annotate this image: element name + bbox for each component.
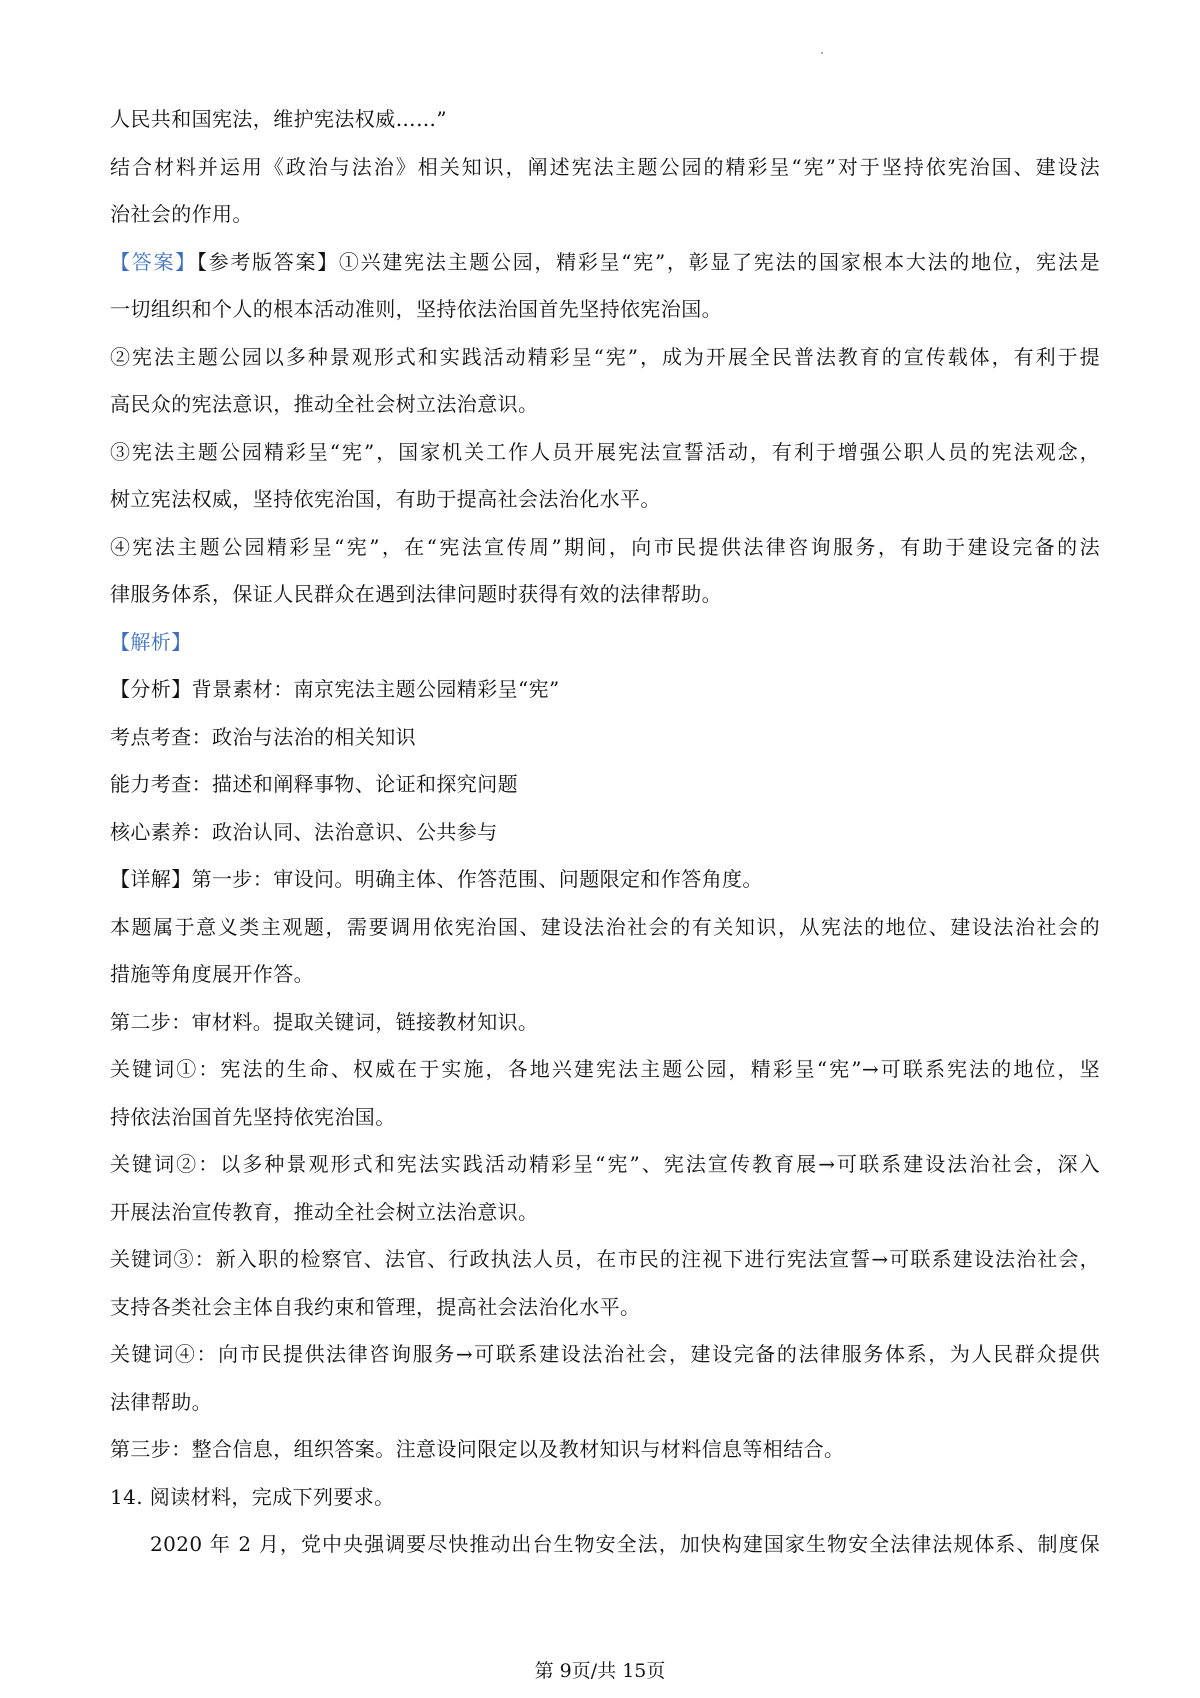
question-line: 结合材料并运用《政治与法治》相关知识，阐述宪法主题公园的精彩呈“宪”对于坚持依宪治国、建设法 [110,154,1100,179]
analysis-line: 考点考查：政治与法治的相关知识 [110,724,416,749]
page-body [110,96,1100,1569]
page-number: 第 9页/共 15页 [534,1660,666,1682]
detail-line: 第三步：整合信息，组织答案。注意设问限定以及教材知识与材料信息等相结合。 [110,1437,845,1461]
keyword-line: 开展法治宣传教育，推动全社会树立法治意识。 [110,1199,539,1224]
question-line: 治社会的作用。 [110,202,253,226]
keyword-line: 关键词④：向市民提供法律咨询服务→可联系建设法治社会，建设完备的法律服务体系，为人民群众提供 [110,1342,1100,1366]
keyword-line: 持依法治国首先坚持依宪治国。 [110,1104,396,1129]
analysis-tag: 【解析】 [110,629,192,654]
detail-line: 【详解】第一步：审设问。明确主体、作答范围、问题限定和作答角度。 [110,867,763,891]
keyword-line: 法律帮助。 [110,1389,212,1414]
keyword-line: 关键词①：宪法的生命、权威在于实施，各地兴建宪法主题公园，精彩呈“宪”→可联系宪法的地位，坚 [110,1057,1100,1081]
detail-line: 本题属于意义类主观题，需要调用依宪治国、建设法治社会的有关知识，从宪法的地位、建设法治社会的 [110,914,1100,939]
answer-line: 律服务体系，保证人民群众在遇到法律问题时获得有效的法律帮助。 [110,582,722,606]
scan-speck [821,52,823,54]
question-14-material: 2020 年 2 月，党中央强调要尽快推动出台生物安全法，加快构建国家生物安全法律法规体系、制度保 [150,1532,1100,1556]
keyword-line: 支持各类社会主体自我约束和管理，提高社会法治化水平。 [110,1294,641,1319]
answer-point-4: ④宪法主题公园精彩呈“宪”，在“宪法宣传周”期间，向市民提供法律咨询服务，有助于建设完备的法 [110,534,1100,559]
analysis-line: 【分析】背景素材：南京宪法主题公园精彩呈“宪” [110,677,560,701]
answer-line: 一切组织和个人的根本活动准则，坚持依法治国首先坚持依宪治国。 [110,297,722,321]
answer-point-3: ③宪法主题公园精彩呈“宪”，国家机关工作人员开展宪法宣誓活动，有利于增强公职人员的宪法观念， [110,439,1100,464]
analysis-line: 能力考查：描述和阐释事物、论证和探究问题 [110,772,518,796]
material-quote-tail: 人民共和国宪法，维护宪法权威……” [110,107,448,131]
detail-line: 措施等角度展开作答。 [110,962,314,986]
keyword-line: 关键词②：以多种景观形式和宪法实践活动精彩呈“宪”、宪法宣传教育展→可联系建设法治社会，深入 [110,1152,1100,1176]
analysis-line: 核心素养：政治认同、法治意识、公共参与 [110,819,498,844]
keyword-line: 关键词③：新入职的检察官、法官、行政执法人员，在市民的注视下进行宪法宣誓→可联系建设法治社会， [110,1247,1100,1271]
answer-tag: 【答案】 [110,249,197,274]
answer-point-2: ②宪法主题公园以多种景观形式和实践活动精彩呈“宪”，成为开展全民普法教育的宣传载体，有利于提 [110,344,1100,369]
question-14-title: 14. 阅读材料，完成下列要求。 [110,1484,395,1509]
detail-line: 第二步：审材料。提取关键词，链接教材知识。 [110,1009,539,1034]
answer-text: 【参考版答案】①兴建宪法主题公园，精彩呈“宪”，彰显了宪法的国家根本大法的地位，宪法是 [196,249,1100,274]
answer-line [110,239,1100,287]
answer-line: 树立宪法权威，坚持依宪治国，有助于提高社会法治化水平。 [110,487,661,511]
answer-line: 高民众的宪法意识，推动全社会树立法治意识。 [110,392,539,416]
